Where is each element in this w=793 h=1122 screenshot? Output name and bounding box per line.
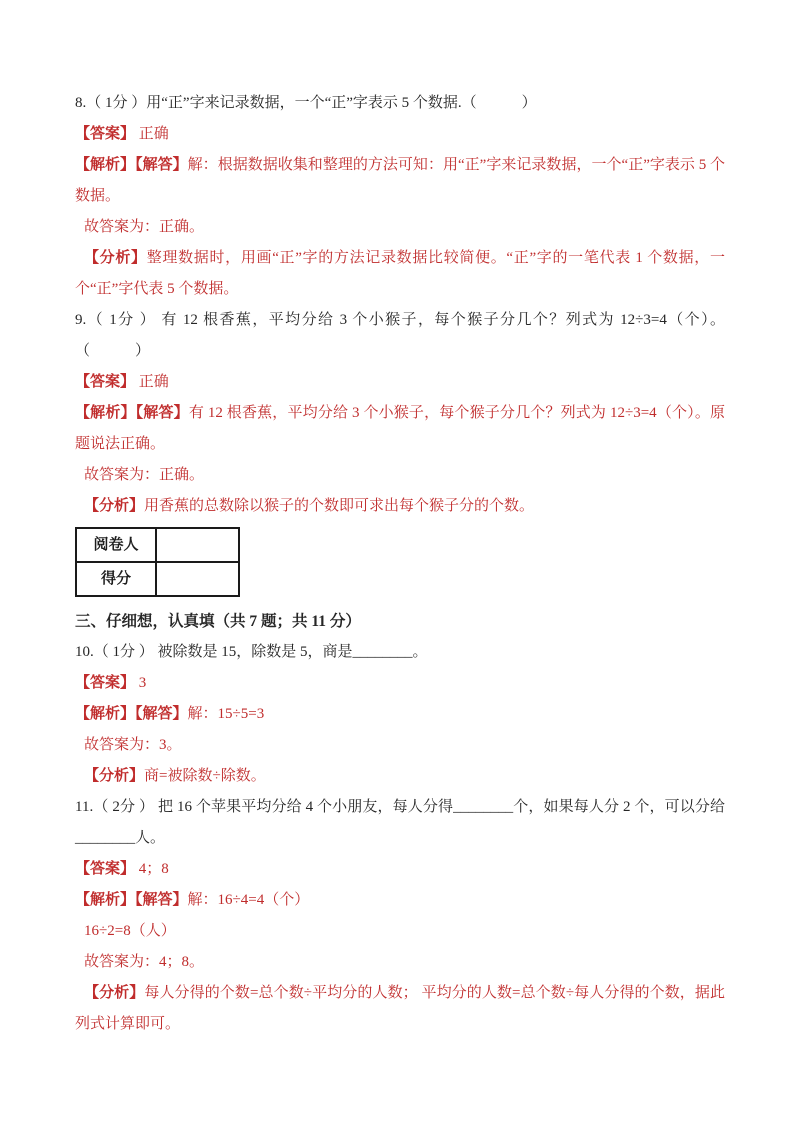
label-token: 三、仔细想，认真填（共 7 题；共 11 分） xyxy=(75,613,361,630)
section-heading xyxy=(75,606,725,637)
text-run: 商=被除数÷除数。 xyxy=(144,768,266,784)
answer-paragraph xyxy=(75,854,725,885)
conclusion-paragraph xyxy=(75,730,725,761)
question-paragraph xyxy=(75,305,725,367)
score-table xyxy=(75,527,240,597)
label-token: 【分析】 xyxy=(84,768,145,784)
label-token: 【答案】 xyxy=(75,861,136,877)
explain-paragraph xyxy=(75,699,725,730)
text-run: 4；8 xyxy=(135,861,169,877)
text-run: 16÷2=8（人） xyxy=(84,923,176,939)
text-run: 有 12 根香蕉，平均分给 3 个小猴子，每个猴子分几个？列式为 12÷3=4（个）。原题说法正确。 xyxy=(75,405,725,452)
text-run: 故答案为：正确。 xyxy=(84,467,205,483)
explain-paragraph xyxy=(75,150,725,212)
conclusion-paragraph xyxy=(75,460,725,491)
text-run: 3 xyxy=(135,675,147,691)
question-paragraph xyxy=(75,88,725,119)
label-token: 【分析】 xyxy=(84,985,145,1001)
text-run: 解：15÷5=3 xyxy=(187,706,265,722)
label-token: 【解析】【解答】 xyxy=(75,706,188,722)
text-run: 11.（ 2分 ） 把 16 个苹果平均分给 4 个小朋友，每人分得________个，如果每人分 2 个，可以分给________人。 xyxy=(75,799,725,846)
text-run: 正确 xyxy=(135,374,169,390)
question-paragraph xyxy=(75,637,725,668)
score-table-label: 阅卷人 xyxy=(76,528,156,562)
label-token: 【分析】 xyxy=(84,498,145,514)
label-token: 【分析】 xyxy=(84,250,147,266)
answer-paragraph xyxy=(75,668,725,699)
text-run: 故答案为：正确。 xyxy=(84,219,205,235)
work-paragraph xyxy=(75,916,725,947)
text-run: 8.（ 1分 ）用“正”字来记录数据，一个“正”字表示 5 个数据.（ ） xyxy=(75,95,537,111)
text-run: 整理数据时，用画“正”字的方法记录数据比较简便。“正”字的一笔代表 1 个数据，一个“正”字代表 5 个数据。 xyxy=(75,250,725,297)
question-paragraph xyxy=(75,792,725,854)
analysis-paragraph xyxy=(75,243,725,305)
conclusion-paragraph xyxy=(75,947,725,978)
text-run: 用香蕉的总数除以猴子的个数即可求出每个猴子分的个数。 xyxy=(144,498,535,514)
conclusion-paragraph xyxy=(75,212,725,243)
text-run: 故答案为：3。 xyxy=(84,737,182,753)
analysis-paragraph xyxy=(75,491,725,522)
text-run: 每人分得的个数=总个数÷平均分的人数； 平均分的人数=总个数÷每人分得的个数，据此列式计算即可。 xyxy=(75,985,725,1032)
answer-paragraph xyxy=(75,367,725,398)
score-table-label: 得分 xyxy=(76,562,156,596)
score-table-value-cell xyxy=(156,562,239,596)
explain-paragraph xyxy=(75,885,725,916)
label-token: 【解析】【解答】 xyxy=(75,157,188,173)
analysis-paragraph xyxy=(75,761,725,792)
text-run: 10.（ 1分 ） 被除数是 15，除数是 5，商是________。 xyxy=(75,644,428,660)
score-table-row xyxy=(76,562,239,596)
label-token: 【解析】【解答】 xyxy=(75,892,188,908)
text-run: 故答案为：4；8。 xyxy=(84,954,205,970)
text-run: 解：根据数据收集和整理的方法可知：用“正”字来记录数据，一个“正”字表示 5 个数据。 xyxy=(75,157,725,204)
text-run: 9.（ 1分 ） 有 12 根香蕉，平均分给 3 个小猴子，每个猴子分几个？列式为 12÷3=4（个）。（ ） xyxy=(75,312,725,359)
score-table-value-cell xyxy=(156,528,239,562)
text-run: 解：16÷4=4（个） xyxy=(187,892,310,908)
explain-paragraph xyxy=(75,398,725,460)
answer-paragraph xyxy=(75,119,725,150)
label-token: 【解析】【解答】 xyxy=(75,405,189,421)
label-token: 【答案】 xyxy=(75,374,136,390)
document-content xyxy=(75,88,725,1040)
score-table-row xyxy=(76,528,239,562)
label-token: 【答案】 xyxy=(75,126,136,142)
label-token: 【答案】 xyxy=(75,675,136,691)
text-run: 正确 xyxy=(135,126,169,142)
analysis-paragraph xyxy=(75,978,725,1040)
